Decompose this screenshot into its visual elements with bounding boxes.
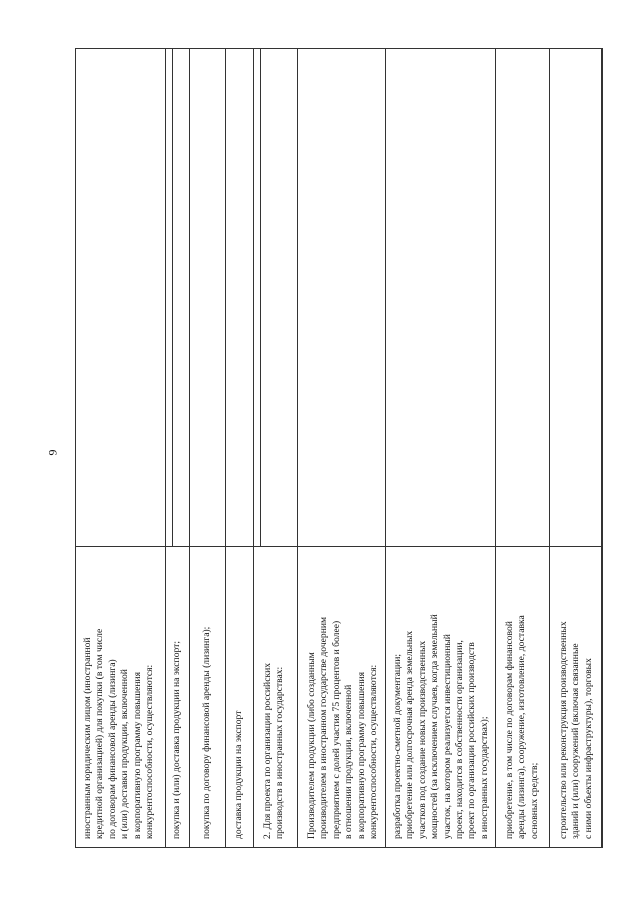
table-cell-text: покупка по договору финансовой аренды (лизинга); (201, 626, 212, 839)
page-number: 9 (45, 449, 60, 456)
rotated-table-wrapper (75, 48, 603, 848)
table-cell-text: строительство или реконструкция производственных зданий и (или) сооружений (включая связанные с ними объекты инфраструктуры), торговых (558, 621, 594, 839)
table-cell-text: 2. Для проекта по организации российских производств в иностранных государствах: (262, 662, 286, 839)
table-row (226, 49, 254, 847)
measures-table (75, 48, 603, 848)
table-row (190, 49, 226, 847)
table-row (166, 49, 190, 847)
grid-line (172, 49, 173, 547)
table-row (76, 49, 166, 847)
table-cell-text: иностранным юридическим лицом (иностранной кредитной организацией) для покупки (в том числе по договорам финансовой аренды (лизинга) и (или) доставки продукции, включенной в корпоративную программу повышения конкурентоспособности, осуществляются: (82, 628, 156, 839)
table-row (298, 49, 386, 847)
table-cell-text: покупка и (или) доставка продукции на экспорт; (171, 640, 182, 839)
table-cell-text: Производителем продукции (либо созданным производителем в иностранном государстве дочерним предприятием с долей участия 75 процентов и более) в отношении продукции, включенной в корпоративную программу повышения конкурентоспособности, осуществляются: (306, 616, 380, 839)
table-cell-text: разработка проектно-сметной документации; приобретение или долгосрочная аренда земельных участков под создание новых производственных мощностей (за исключением случаев, когда земельный участок, на котором реализуется инвестиционный проект, находится в собственности организации, проект по организации российских производств в иностранных государствах); (392, 614, 490, 839)
grid-line (260, 49, 261, 547)
table-row (550, 49, 602, 847)
table-row (496, 49, 550, 847)
table-row (386, 49, 496, 847)
table-cell-text: доставка продукции на экспорт (233, 710, 244, 839)
table-cell-text: приобретение, в том числе по договорам финансовой аренды (лизинга), сооружение, изготовление, доставка основных средств; (504, 615, 540, 839)
